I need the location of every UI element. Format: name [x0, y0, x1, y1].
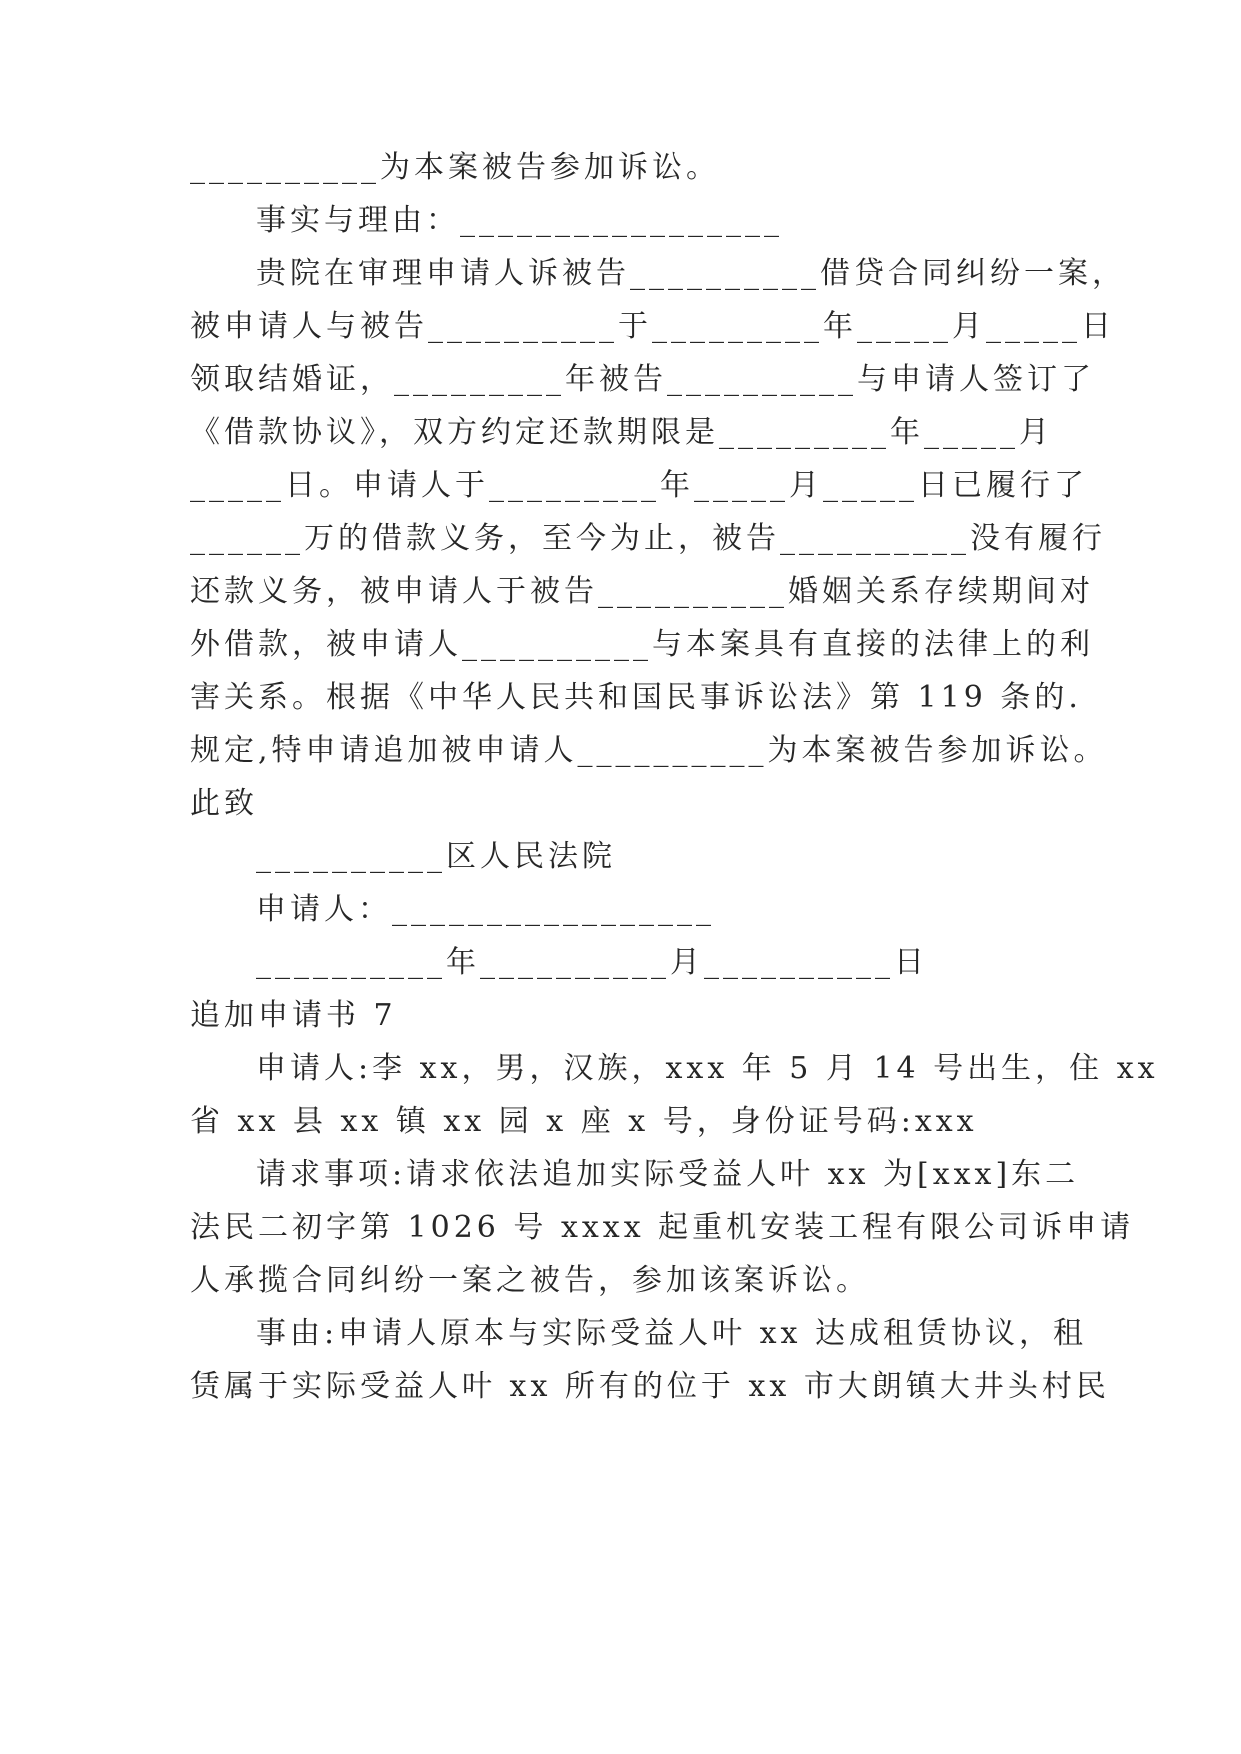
salutation: 此致 [190, 786, 258, 821]
text-line: 人承揽合同纠纷一案之被告，参加该案诉讼。 [190, 1263, 870, 1298]
applicant-signature: 申请人：_________________ [256, 892, 715, 927]
court-name: __________区人民法院 [256, 839, 616, 874]
text-line: 领取结婚证，_________年被告__________与申请人签订了 [190, 362, 1095, 397]
text-line: 赁属于实际受益人叶 xx 所有的位于 xx 市大朗镇大井头村民 [190, 1369, 1110, 1404]
text-line: 事实与理由：_________________ [256, 203, 783, 238]
text-line: 请求事项:请求依法追加实际受益人叶 xx 为[xxx]东二 [256, 1157, 1080, 1192]
text-line: 贵院在审理申请人诉被告__________借贷合同纠纷一案， [256, 256, 1126, 291]
text-line: 害关系。根据《中华人民共和国民事诉讼法》第 119 条的. [190, 680, 1082, 715]
text-line: 事由:申请人原本与实际受益人叶 xx 达成租赁协议，租 [256, 1316, 1088, 1351]
text-line: 规定,特申请追加被申请人__________为本案被告参加诉讼。 [190, 733, 1108, 768]
text-line: 《借款协议》，双方约定还款期限是_________年_____月 [190, 415, 1053, 450]
text-line: 还款义务，被申请人于被告__________婚姻关系存续期间对 [190, 574, 1094, 609]
text-line: __________为本案被告参加诉讼。 [190, 150, 720, 185]
text-line: 申请人:李 xx，男，汉族，xxx 年 5 月 14 号出生，住 xx [256, 1051, 1159, 1086]
text-line: _____日。申请人于_________年_____月_____日已履行了 [190, 468, 1088, 503]
date-line: __________年__________月__________日 [256, 945, 928, 980]
text-line: 法民二初字第 1026 号 xxxx 起重机安装工程有限公司诉申请 [190, 1210, 1135, 1245]
text-line: 外借款，被申请人__________与本案具有直接的法律上的利 [190, 627, 1094, 662]
text-line: ______万的借款义务，至今为止，被告__________没有履行 [190, 521, 1106, 556]
text-line: 省 xx 县 xx 镇 xx 园 x 座 x 号，身份证号码:xxx [190, 1104, 978, 1139]
section-title: 追加申请书 7 [190, 998, 397, 1033]
text-line: 被申请人与被告__________于_________年_____月_____日 [190, 309, 1115, 344]
